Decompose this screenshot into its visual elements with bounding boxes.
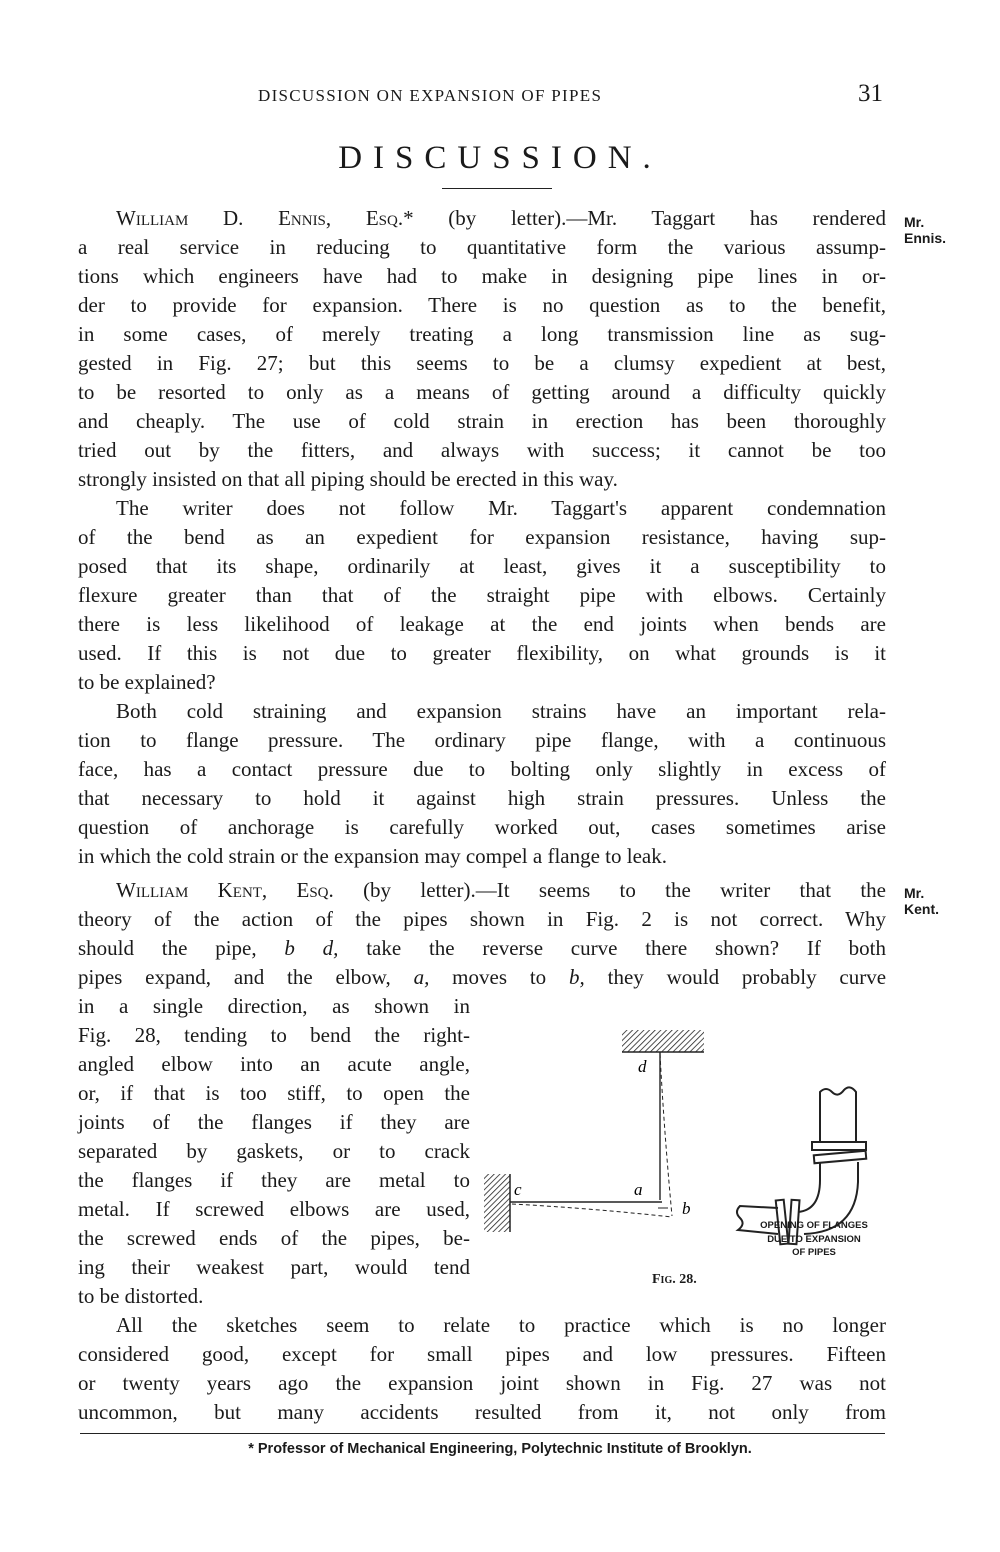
text-line	[78, 963, 886, 992]
text-line: in a single direction, as shown in	[78, 994, 470, 1018]
figure-caption-line: DUE TO EXPANSION	[767, 1234, 861, 1245]
margin-note-line: Kent.	[904, 901, 939, 917]
text-line: the flanges if they are metal to	[78, 1168, 470, 1192]
text-line: to be explained?	[78, 670, 216, 694]
text-line: the screwed ends of the pipes, be-	[78, 1226, 470, 1250]
text-line: there is less likelihood of leakage at the end joints when bends are	[78, 612, 886, 636]
author-name: William D. Ennis, Esq.*	[116, 206, 414, 230]
text-span: a,	[413, 965, 430, 989]
text-line: gested in Fig. 27; but this seems to be a clumsy expedient at best,	[78, 351, 886, 375]
footnote: * Professor of Mechanical Engineering, Polytechnic Institute of Brooklyn.	[248, 1441, 752, 1457]
text-line: of the bend as an expedient for expansion resistance, having sup-	[78, 525, 886, 549]
text-line: that necessary to hold it against high strain pressures. Unless the	[78, 786, 886, 810]
text-span: pipes expand, and the elbow,	[78, 965, 391, 989]
text-line: angled elbow into an acute angle,	[78, 1052, 470, 1076]
text-line: uncommon, but many accidents resulted from it, not only from	[78, 1400, 886, 1424]
text-line: The writer does not follow Mr. Taggart's apparent condemnation	[116, 496, 886, 520]
wall-hatch-left	[484, 1174, 510, 1232]
text-line: tried out by the fitters, and always with success; it cannot be too	[78, 438, 886, 462]
text-line: metal. If screwed elbows are used,	[78, 1197, 470, 1221]
vertical-pipe	[820, 1087, 856, 1142]
text-line: Fig. 28, tending to bend the right-	[78, 1023, 470, 1047]
text-span: (by letter).—It seems to the writer that the	[363, 878, 886, 902]
margin-note-kent	[904, 885, 939, 917]
figure-caption-line: OPENING OF FLANGES	[760, 1220, 868, 1231]
figure-28	[478, 1020, 898, 1280]
text-line	[116, 204, 886, 233]
text-span: take the reverse curve there shown? If both	[366, 936, 886, 960]
letter-d: d	[638, 1057, 647, 1076]
text-line: strongly insisted on that all piping should be erected in this way.	[78, 467, 618, 491]
page-number: 31	[858, 80, 883, 107]
text-line: flexure greater than that of the straight pipe with elbows. Certainly	[78, 583, 886, 607]
text-line: to be distorted.	[78, 1284, 204, 1308]
letter-b: b	[682, 1199, 691, 1218]
author-name: William Kent, Esq.	[116, 878, 334, 902]
margin-note-line: Mr.	[904, 214, 925, 230]
text-line: a real service in reducing to quantitative form the various assump-	[78, 235, 886, 259]
margin-note-ennis	[904, 214, 946, 246]
running-head: DISCUSSION ON EXPANSION OF PIPES	[258, 86, 603, 105]
upper-flange-1	[812, 1142, 866, 1150]
text-line: face, has a contact pressure due to bolting only slightly in excess of	[78, 757, 886, 781]
text-line	[78, 934, 886, 963]
margin-note-line: Ennis.	[904, 230, 947, 246]
text-span: b d,	[284, 936, 339, 960]
text-line: posed that its shape, ordinarily at least, gives it a susceptibility to	[78, 554, 886, 578]
text-line: theory of the action of the pipes shown in Fig. 2 is not correct. Why	[78, 907, 886, 931]
text-line: separated by gaskets, or to crack	[78, 1139, 470, 1163]
letter-a: a	[634, 1180, 643, 1199]
margin-note-line: Mr.	[904, 885, 925, 901]
pipe-deflected-vertical	[660, 1054, 672, 1216]
figure-caption-line: OF PIPES	[792, 1247, 836, 1258]
pipe-deflected-horizontal	[512, 1204, 672, 1217]
text-line: Both cold straining and expansion strains have an important rela-	[116, 699, 886, 723]
text-line: and cheaply. The use of cold strain in erection has been thoroughly	[78, 409, 886, 433]
letter-c: c	[514, 1180, 522, 1199]
text-line: or twenty years ago the expansion joint shown in Fig. 27 was not	[78, 1371, 886, 1395]
text-line: tion to flange pressure. The ordinary pipe flange, with a continuous	[78, 728, 886, 752]
text-line: used. If this is not due to greater flexibility, on what grounds is it	[78, 641, 886, 665]
section-title: DISCUSSION.	[338, 140, 662, 176]
text-span: should the pipe,	[78, 936, 257, 960]
wall-hatch-top	[622, 1030, 704, 1052]
title-rule	[442, 188, 552, 189]
footnote-rule	[80, 1433, 885, 1434]
text-line: tions which engineers have had to make in designing pipe lines in or-	[78, 264, 886, 288]
text-line: to be resorted to only as a means of getting around a difficulty quickly	[78, 380, 886, 404]
text-line: question of anchorage is carefully worked out, cases sometimes arise	[78, 815, 886, 839]
text-line: or, if that is too stiff, to open the	[78, 1081, 470, 1105]
text-line	[116, 876, 886, 905]
text-span: (by letter).—Mr. Taggart has rendered	[448, 206, 887, 230]
text-line: ing their weakest part, would tend	[78, 1255, 470, 1279]
text-span: b,	[569, 965, 585, 989]
text-line: All the sketches seem to relate to practice which is no longer	[116, 1313, 886, 1337]
text-line: considered good, except for small pipes and low pressures. Fifteen	[78, 1342, 886, 1366]
text-line: der to provide for expansion. There is no question as to the benefit,	[78, 293, 886, 317]
text-line: in which the cold strain or the expansion may compel a flange to leak.	[78, 844, 667, 868]
text-line: joints of the flanges if they are	[78, 1110, 470, 1134]
text-span: they would probably curve	[607, 965, 887, 989]
elbow-inner	[798, 1162, 820, 1212]
text-span: moves to	[452, 965, 547, 989]
text-line: in some cases, of merely treating a long transmission line as sug-	[78, 322, 886, 346]
figure-label: Fig. 28.	[652, 1272, 697, 1287]
upper-flange-2	[814, 1151, 866, 1164]
